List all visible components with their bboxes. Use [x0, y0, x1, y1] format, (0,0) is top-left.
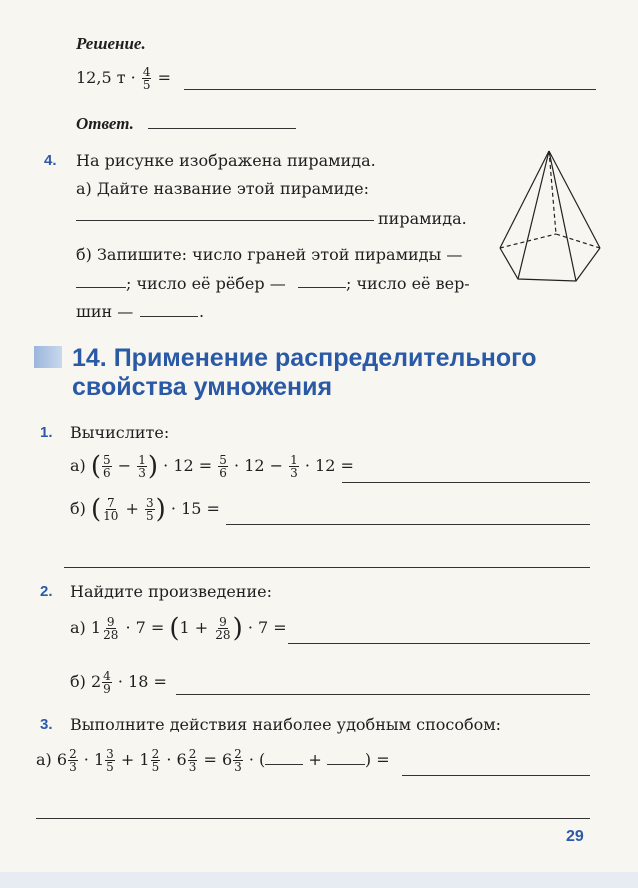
task4-b-edges: ; число её рёбер — — [126, 274, 286, 293]
ex1-extra-line[interactable] — [64, 567, 590, 568]
edges-line[interactable] — [298, 287, 346, 288]
solution-label: Решение. — [76, 34, 146, 53]
ex1-text: Вычислите: — [70, 423, 170, 442]
task4-text: На рисунке изображена пирамида. — [76, 151, 376, 170]
ex3-a-expression: а) 6 $\frac{2}{3}$ · 1 $\frac{3}{5}$ + 1 $\frac{2}{5}$ · 6 $\frac{2}{3}$ = 6 $\frac{2}{3}$ · ( + ) = — [36, 747, 390, 774]
answer-line[interactable] — [148, 128, 296, 129]
ex2-b-expression: б) 2 $\frac{4}{9}$ · 18 = — [70, 669, 167, 696]
section-title-line1: 14. Применение распределительного — [72, 344, 537, 372]
ex2-a-answer-line[interactable] — [288, 643, 590, 644]
task4-b-line3: шин — — [76, 302, 134, 321]
ex1-b-answer-line[interactable] — [226, 524, 590, 525]
ex2-text: Найдите произведение: — [70, 582, 272, 601]
page-bottom-band — [0, 872, 638, 888]
ex3-blank-2[interactable] — [327, 750, 365, 765]
exercise-number: 2. — [40, 583, 53, 600]
task4-b-vertices: ; число её вер- — [346, 274, 470, 293]
ex1-a-expression: а) ( $\frac{5}{6}$ − $\frac{1}{3}$ ) · 12 = $\frac{5}{6}$ · 12 − $\frac{1}{3}$ · 12 = — [70, 451, 354, 482]
fraction: $\frac{4}{5}$ — [142, 65, 151, 92]
task4-b-line1: б) Запишите: число граней этой пирамиды — — [76, 245, 463, 264]
solution-answer-line[interactable] — [184, 89, 596, 90]
ex2-a-expression: а) 1 $\frac{9}{28}$ · 7 = (1 + $\frac{9}{28}$ ) · 7 = — [70, 613, 287, 644]
pentagonal-pyramid-diagram — [496, 146, 608, 286]
pyramid-name-line[interactable] — [76, 220, 374, 221]
task-number: 4. — [44, 152, 57, 169]
exercise-number: 3. — [40, 716, 53, 733]
vertices-line[interactable] — [140, 316, 198, 317]
ex3-a-answer-line[interactable] — [402, 775, 590, 776]
ex1-a-answer-line[interactable] — [342, 482, 590, 483]
section-title-line2: свойства умножения — [72, 373, 333, 401]
faces-line[interactable] — [76, 287, 126, 288]
task4-a: а) Дайте название этой пирамиде: — [76, 179, 369, 198]
ex2-b-answer-line[interactable] — [176, 694, 590, 695]
ex3-text: Выполните действия наиболее удобным способом: — [70, 715, 502, 734]
section-marker — [34, 346, 62, 368]
exercise-number: 1. — [40, 424, 53, 441]
ex1-b-expression: б) ( $\frac{7}{10}$ + $\frac{3}{5}$ ) · 15 = — [70, 494, 220, 525]
solution-expression: 12,5 т · $\frac{4}{5}$ = — [76, 65, 171, 92]
ex3-blank-1[interactable] — [265, 750, 303, 765]
page-number: 29 — [566, 828, 584, 845]
answer-label: Ответ. — [76, 114, 134, 133]
ex3-extra-line[interactable] — [36, 818, 590, 819]
task4-a-suffix: пирамида. — [378, 209, 467, 228]
solution-expr-prefix: 12,5 т · — [76, 68, 136, 87]
task4-period: . — [199, 302, 205, 321]
